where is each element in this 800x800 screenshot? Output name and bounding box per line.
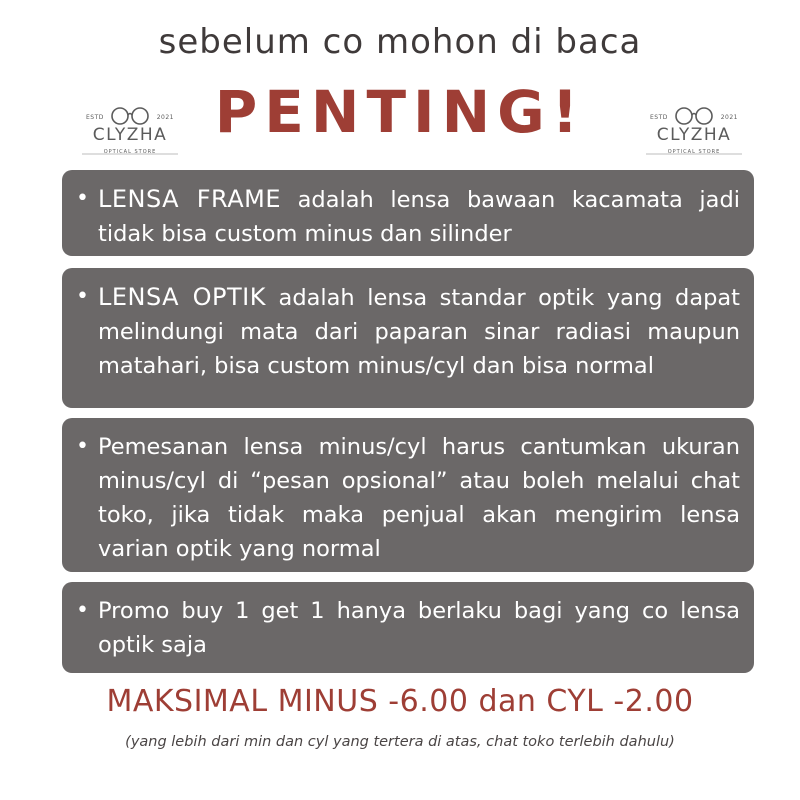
card-lead: LENSA FRAME xyxy=(98,185,281,213)
bullet-icon: • xyxy=(76,284,89,309)
card-lead: LENSA OPTIK xyxy=(98,283,266,311)
info-card-promo xyxy=(62,582,754,673)
card-text: Pemesanan lensa minus/cyl harus cantumkan ukuran minus/cyl di “pesan opsional” atau boleh melalui chat toko, jika tidak maka penjual akan mengirim lensa varian optik yang normal xyxy=(98,434,740,562)
info-card-lensa-frame xyxy=(62,170,754,256)
card-text: Promo buy 1 get 1 hanya berlaku bagi yang co lensa optik saja xyxy=(98,598,740,658)
logo-tagline: OPTICAL STORE xyxy=(103,149,157,155)
brand-logo-left xyxy=(80,104,180,162)
logo-tagline: OPTICAL STORE xyxy=(667,149,721,155)
logo-brand: CLYZHA xyxy=(92,125,168,145)
max-prescription-text: MAKSIMAL MINUS -6.00 dan CYL -2.00 xyxy=(106,684,694,719)
footer-note: (yang lebih dari min dan cyl yang tertera di atas, chat toko terlebih dahulu) xyxy=(125,734,675,750)
logo-year: 2021 xyxy=(156,114,174,121)
top-heading: sebelum co mohon di baca xyxy=(158,22,642,62)
brand-logo-right xyxy=(644,104,744,162)
logo-estd: ESTD xyxy=(650,114,668,121)
logo-brand: CLYZHA xyxy=(656,125,732,145)
logo-year: 2021 xyxy=(720,114,738,121)
info-card-lensa-optik xyxy=(62,268,754,408)
bullet-icon: • xyxy=(76,598,89,623)
card-text: adalah lensa standar optik yang dapat melindungi mata dari paparan sinar radiasi maupun matahari, bisa custom minus/cyl dan bisa normal xyxy=(98,285,740,379)
bullet-icon: • xyxy=(76,186,89,211)
info-card-pemesanan xyxy=(62,418,754,572)
card-text: adalah lensa bawaan kacamata jadi tidak bisa custom minus dan silinder xyxy=(98,187,740,247)
logo-estd: ESTD xyxy=(86,114,104,121)
page-title: PENTING! xyxy=(214,78,586,146)
bullet-icon: • xyxy=(76,434,89,459)
